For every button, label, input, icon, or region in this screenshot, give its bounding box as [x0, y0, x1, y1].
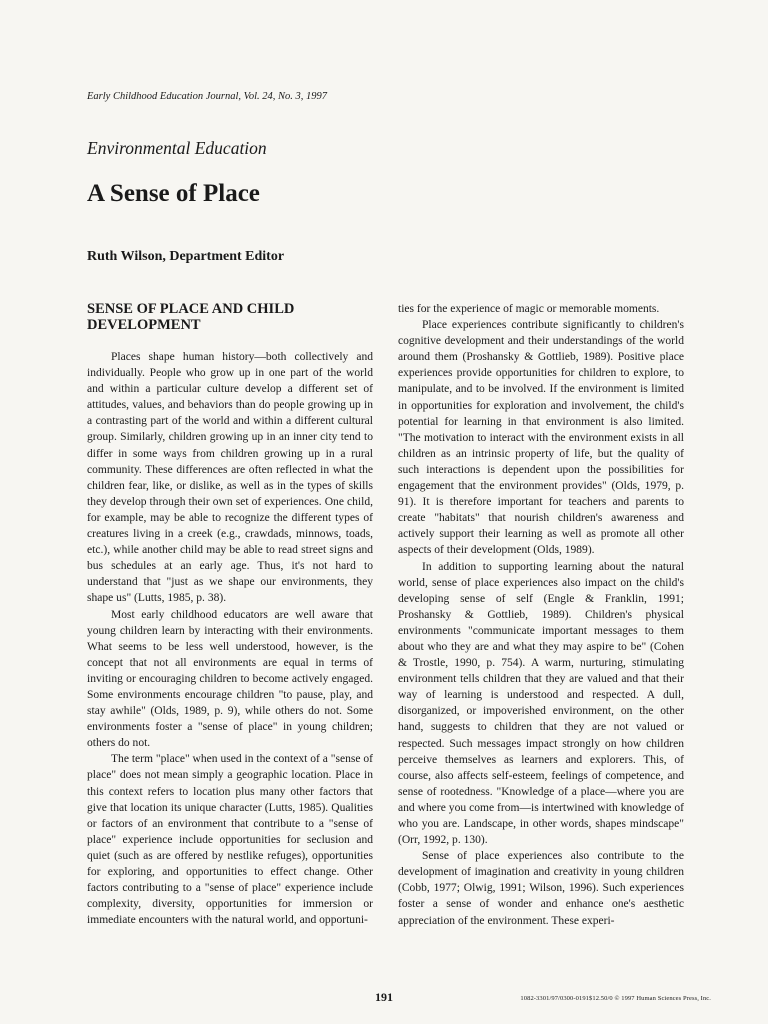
editor-byline: Ruth Wilson, Department Editor [87, 249, 285, 264]
journal-citation: Early Childhood Education Journal, Vol. 24, No. 3, 1997 [87, 91, 328, 102]
paragraph: Most early childhood educators are well aware that young children learn by interacting with their environments. What seems to be less well understood, however, is the concept that not all environments are equal in terms of inviting or encouraging children to become actively engaged. Some environments encourage children "to pause, play, and stay awhile" (Olds, 1989, p. 9), while others do not. Some environments foster a "sense of place" in young children; others do not. [87, 608, 373, 750]
paragraph: Places shape human history—both collectively and individually. People who grow up in one part of the world and within a particular culture develop a different set of attitudes, values, and behaviors than do people growing up in a contrasting part of the world and within a different cultural group. Similarly, children growing up in an inner city tend to differ in some ways from children growing up in a rural community. These differences are often reflected in what the children fear, like, or dislike, as well as in the types of skills they develop through their own set of experiences. One child, for example, may be able to recognize the different types of creatures living in a creek (e.g., crawdads, minnows, toads, etc.), while another child may be able to read street signs and bus schedules at an early age. Thus, it's not hard to understand that "just as we shape our environments, they shape us" (Lutts, 1985, p. 38). [87, 351, 373, 605]
copyright-footer: 1082-3301/97/0300-0191$12.50/0 © 1997 Human Sciences Press, Inc. [520, 995, 711, 1002]
left-column [87, 301, 373, 928]
paragraph: The term "place" when used in the context of a "sense of place" does not mean simply a geographic location. Place in this context refers to location plus many other factors that give that location its unique character (Lutts, 1985). Qualities or factors of an environment that contribute to a "sense of place" experience include opportunities for seclusion and quiet (such as are offered by nestlike refuges), opportunities for exploring, and opportunities to effect change. Other factors contributing to a "sense of place" experience include complexity, diversity, opportunities for immersion or immediate encounters with the natural world, and opportuni- [87, 753, 373, 927]
article-title: A Sense of Place [87, 180, 260, 207]
paragraph: Sense of place experiences also contribute to the development of imagination and creativity in young children (Cobb, 1977; Olwig, 1991; Wilson, 1996). Such experiences foster a sense of wonder and enhance one's aesthetic appreciation of the environment. These experi- [398, 850, 684, 927]
page-number: 191 [375, 990, 393, 1004]
paragraph: Place experiences contribute significantly to children's cognitive development and their understandings of the world around them (Proshansky & Gottlieb, 1989). Positive place experiences provide opportunities for children to explore, to manipulate, and to be involved. If the environment is limited in opportunities for exploration and involvement, the child's potential for learning in that environment is also limited. "The motivation to interact with the environment exists in all children as an intrinsic property of life, but the quality of such interactions is dependent upon the possibilities for engagement that the environment provides" (Olds, 1979, p. 91). It is therefore important for teachers and parents to create "habitats" that nourish children's awareness and actively support their learning as well as promote all other aspects of their development (Olds, 1989). [398, 319, 684, 557]
paragraph-continuation: ties for the experience of magic or memorable moments. [398, 303, 660, 315]
right-column [398, 301, 684, 929]
paragraph: In addition to supporting learning about the natural world, sense of place experiences also impact on the child's developing sense of self (Engle & Franklin, 1991; Proshansky & Gottlieb, 1989). Children's physical environments "communicate important messages to them about who they are and what they may aspire to be" (Cohen & Trostle, 1990, p. 754). A warm, nurturing, stimulating environment tells children that they are valued and that their way of learning is understood and respected. A dull, disorganized, or impoverished environment, on the other hand, suggests to children that they are not valued or respected. Such messages impact strongly on how children perceive themselves as learners and explorers. This, of course, also affects self-esteem, feelings of competence, and sense of rootedness. "Knowledge of a place—where you are and where you come from—is intertwined with knowledge of who you are. Landscape, in other words, shapes mindscape" (Orr, 1992, p. 130). [398, 560, 684, 847]
section-heading: SENSE OF PLACE AND CHILD DEVELOPMENT [87, 301, 295, 333]
section-title: Environmental Education [87, 138, 267, 158]
